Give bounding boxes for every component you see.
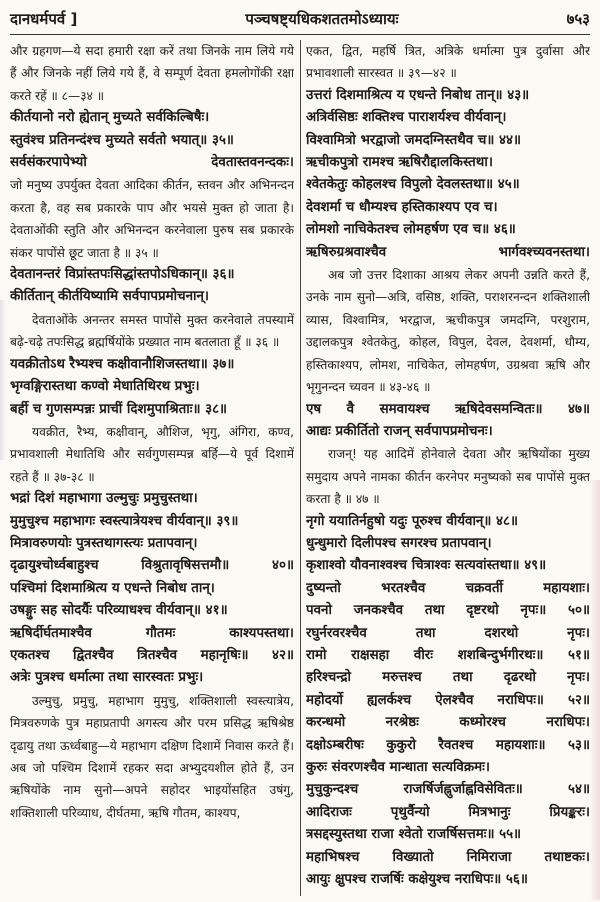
left-column (10, 40, 294, 898)
shloka-line: श्वेतकेतुः कोहलश्च विपुलो देवलस्तथा॥ ४५॥ (306, 177, 520, 193)
shloka-line: रघुर्नरवरश्चैव तथा दशरथो नृपः। (306, 625, 590, 641)
shloka-line: हरिश्चन्द्रो मरुत्तश्च तथा दृढरथो नृपः। (306, 670, 590, 686)
shloka-line: कीर्तयानो नरो ह्येतान् मुच्यते सर्वकिल्बिषैः। (10, 110, 210, 126)
translation-paragraph: अब जो उत्तर दिशाका आश्रय लेकर अपनी उन्नति करते हैं, उनके नाम सुनो—अत्रि, वसिष्ठ, शक्ति, पराशरनन्दन शक्तिशाली व्यास, विश्वामित्र, भरद्वाज, ऋचीकपुत्र जमदग्नि, परशुराम, उद्दालकपुत्र श्वेतकेतु, कोहल, विपुल, देवल, देवशर्मा, धौम्य, हस्तिकाश्यप, लोमश, नाचिकेत, लोमहर्षण, उग्रश्रवा ऋषि और भृगुनन्दन च्यवन ॥ ४३-४६ ॥ (306, 268, 590, 395)
shloka-line: करन्धमो नरश्रेष्ठः कध्मोरश्च नराधिपः। (306, 715, 590, 731)
column-divider (300, 40, 301, 896)
scan-shadow-left (0, 300, 6, 460)
translation-paragraph: यवक्रीत, रैभ्य, कक्षीवान्, औशिज, भृगु, अंगिरा, कण्व, प्रभावशाली मेधातिथि और सर्वगुणसम्पन्न बर्हि—ये पूर्व दिशामें रहते हैं ॥ ३७-३८ ॥ (10, 424, 294, 484)
shloka-line: बर्ही च गुणसम्पन्नः प्राचीं दिशमुपाश्रिताः॥ ३८॥ (10, 401, 228, 417)
translation-paragraph: राजन्! यह आदिमें होनेवाले देवता और ऋषियोंका मुख्य समुदाय अपने नामका कीर्तन करनेपर मनुष्यको सब पापोंसे मुक्त करता है ॥ ४७ ॥ (306, 447, 590, 507)
shloka-line: एकतश्च द्वितश्चैव त्रितश्चैव महानृषिः॥ ४२॥ (10, 647, 294, 663)
shloka-line: भृग्वङ्गिरास्तथा कण्वो मेधातिथिरथ प्रभुः। (10, 379, 200, 395)
shloka-line: मुचुकुन्दश्च राजर्षिर्जह्नुर्जाह्नविसेवितः॥ ५४॥ (306, 782, 590, 798)
scan-shadow-right (590, 480, 600, 900)
shloka-line: देवशर्मा च धौम्यश्च हस्तिकाश्यप एव च। (306, 199, 498, 215)
shloka-line: ऋचीकपुत्रो रामश्च ऋषिरौद्दालकिस्तथा। (306, 155, 493, 171)
shloka-line: दुष्यन्तो भरतश्चैव चक्रवर्ती महायशाः। (306, 580, 590, 596)
translation-paragraph: उल्मुचु, प्रमुचु, महाभाग मुमुचु, शक्तिशाली स्वस्त्यात्रेय, मित्रवरुणके पुत्र महाप्रतापी अगस्त्य और परम प्रसिद्ध ऋषिश्रेष्ठ दृढायु तथा ऊर्ध्वबाहु—ये महाभाग दक्षिण दिशामें निवास करते हैं। अब जो पश्चिम दिशामें रहकर सदा अभ्युदयशील होते हैं, उन ऋषियोंके नाम सुनो—अपने सहोदर भाइयोंसहित उषंगु, शक्तिशाली परिव्याध, दीर्घतमा, ऋषि गौतम, काश्यप, (10, 693, 294, 820)
shloka-line: लोमशो नाचिकेतश्च लोमहर्षण एव च॥ ४६॥ (306, 222, 516, 238)
shloka-line: अत्रेः पुत्रश्च धर्मात्मा तथा सारस्वतः प्रभुः। (10, 670, 204, 686)
shloka-line: पश्चिमां दिशमाश्रित्य य एधन्ते निबोध तान्। (10, 580, 215, 596)
shloka-line: कुरुः संवरणश्चैव मान्धाता सत्यविक्रमः। (306, 760, 490, 775)
shloka-line: दृढायुश्चोर्ध्वबाहुश्च विश्रुतावृषिसत्तमौ॥ ४०॥ (10, 558, 294, 574)
chapter-title: पञ्चषष्ट्यधिकशततमोऽध्यायः (245, 10, 399, 28)
shloka-line: दक्षोऽम्बरीषः कुकुरो रैवतश्च महायशाः॥ ५३॥ (306, 737, 590, 753)
shloka-line: एष वै समवायश्च ऋषिदेवसमन्वितः॥ ४७॥ (306, 401, 590, 417)
shloka-line: धुन्धुमारो दिलीपश्च सगरश्च प्रतापवान्। (306, 535, 492, 551)
shloka-line: कीर्तितान् कीर्तयिष्यामि सर्वपापप्रमोचनान्। (10, 289, 209, 305)
shloka-line: विश्वामित्रो भरद्वाजो जमदग्निस्तथैव च॥ ४४॥ (306, 132, 521, 148)
shloka-line: महोदर्यो ह्यलर्कश्च ऐलश्चैव नराधिपः॥ ५२॥ (306, 692, 590, 708)
shloka-line: मुमुचुश्च महाभागः स्वस्त्यात्रेयश्च वीर्यवान्॥ ३९॥ (10, 513, 239, 529)
shloka-line: ऋषिरुग्रश्रवाश्चैव भार्गवश्च्यवनस्तथा। (306, 244, 590, 260)
shloka-line: यवक्रीतोऽथ रैभ्यश्च कक्षीवानौशिजस्तथा॥ ३७॥ (10, 356, 235, 372)
shloka-line: आदिराजः पृथुर्वैन्यो मित्रभानुः प्रियङ्करः। (306, 804, 590, 820)
shloka-line: अत्रिर्वसिष्ठः शक्तिश्च पाराशर्यश्च वीर्यवान्। (306, 110, 507, 126)
shloka-line: आयुः क्षुपश्च राजर्षिः कक्षेयुश्च नराधिपः॥ ५६॥ (306, 872, 528, 888)
translation-paragraph: देवताओंके अनन्तर समस्त पापोंसे मुक्त करनेवाले तपस्यामें बढ़े-चढ़े तपःसिद्ध ब्रह्मर्षियोंके प्रख्यात नाम बतलाता हूँ ॥ ३६ ॥ (10, 312, 294, 350)
translation-paragraph: जो मनुष्य उपर्युक्त देवता आदिका कीर्तन, स्तवन और अभिनन्दन करता है, वह सब प्रकारके पाप और भयसे मुक्त हो जाता है। देवताओंकी स्तुति और अभिनन्दन करनेवाला पुरुष सब प्रकारके संकर पापोंसे छूट जाता है ॥ ३५ ॥ (10, 178, 294, 260)
shloka-line: रामो राक्षसहा वीरः शशबिन्दुर्भगीरथः॥ ५१॥ (306, 647, 590, 663)
right-column (306, 40, 590, 898)
section-title: दानधर्मपर्व ] (10, 10, 78, 28)
shloka-line: भद्रां दिशं महाभागा उल्मुचुः प्रमुचुस्तथा। (10, 491, 198, 507)
translation-paragraph: और ग्रहगण—ये सदा हमारी रक्षा करें तथा जिनके नाम लिये गये हैं और जिनके नहीं लिये गये हैं, वे सम्पूर्ण देवता हमलोगोंकी रक्षा करते रहें ॥ ८—३४ ॥ (10, 44, 294, 103)
shloka-line: देवतानन्तरं विप्रांस्तपःसिद्धांस्तपोऽधिकान्॥ ३६॥ (10, 267, 235, 283)
shloka-line: नृगो ययातिर्नहुषो यदुः पूरुश्च वीर्यवान्॥ ४८॥ (306, 513, 518, 529)
shloka-line: मित्रावरुणयोः पुत्रस्तथागस्त्यः प्रतापवान्। (10, 535, 198, 551)
shloka-line: सर्वसंकरपापेभ्यो देवतास्तवनन्दकः। (10, 155, 294, 171)
shloka-line: स्तुवंश्च प्रतिनन्दंश्च मुच्यते सर्वतो भयात्॥ ३५॥ (10, 132, 234, 148)
translation-paragraph: एकत, द्वित, महर्षि त्रित, अत्रिके धर्मात्मा पुत्र दुर्वासा और प्रभावशाली सारस्वत ॥ ३९—४२ ॥ (306, 44, 590, 81)
shloka-line: आद्यः प्रकीर्तितो राजन् सर्वपापप्रमोचनः। (306, 423, 493, 439)
shloka-line: उषङ्गुः सह सोदर्यैः परिव्याधश्च वीर्यवान्॥ ४१॥ (10, 603, 228, 619)
shloka-line: त्रसद्दस्युस्तथा राजा श्वेतो राजर्षिसत्तमः॥ ५५॥ (306, 827, 522, 843)
page-header (10, 4, 590, 35)
shloka-line: पवनो जनकश्चैव तथा दृष्टरथो नृपः॥ ५०॥ (306, 603, 590, 619)
shloka-line: कृशाश्वो यौवनाश्वश्च चित्राश्वः सत्यवांस्तथा॥ ४९॥ (306, 558, 547, 574)
page-number: ७५३ (566, 10, 590, 28)
shloka-line: उत्तरां दिशमाश्रित्य य एधन्ते निबोध तान्॥ ४३॥ (306, 87, 530, 103)
shloka-line: महाभिषश्च विख्यातो निमिराजा तथाष्टकः। (306, 849, 590, 865)
shloka-line: ऋषिर्दीर्घतमाश्चैव गौतमः काश्यपस्तथा। (10, 625, 294, 641)
